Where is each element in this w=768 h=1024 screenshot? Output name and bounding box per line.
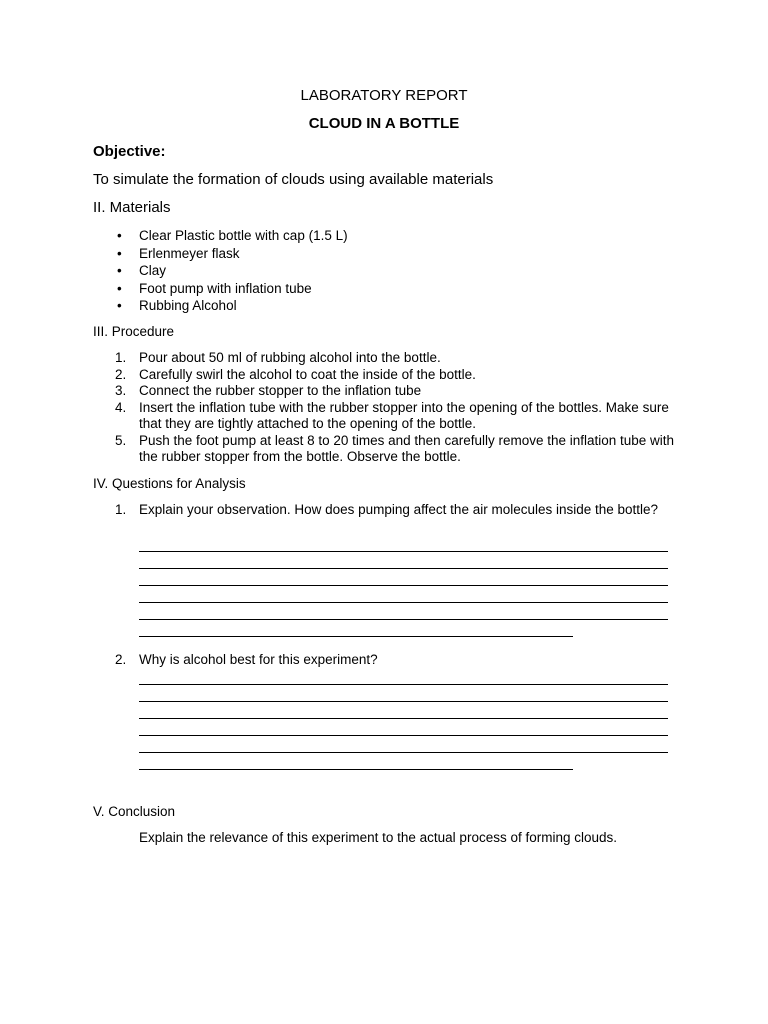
- answer-line[interactable]: [139, 685, 668, 702]
- bullet-icon: •: [117, 245, 122, 261]
- step-number: 4.: [115, 399, 127, 415]
- step-text: Carefully swirl the alcohol to coat the inside of the bottle.: [139, 366, 476, 382]
- step-number: 3.: [115, 383, 127, 398]
- procedure-step: [93, 433, 683, 466]
- material-item: Clay: [139, 263, 167, 278]
- step-number: 5.: [115, 432, 127, 448]
- answer-area-2[interactable]: [139, 668, 668, 770]
- bullet-icon: •: [117, 263, 122, 278]
- answer-line[interactable]: [139, 586, 668, 603]
- step-text: Pour about 50 ml of rubbing alcohol into the bottle.: [139, 350, 441, 365]
- question-number: 2.: [115, 652, 127, 667]
- answer-line[interactable]: [139, 753, 573, 770]
- conclusion-heading: V. Conclusion: [93, 804, 176, 819]
- answer-line[interactable]: [139, 620, 573, 637]
- step-number: 1.: [115, 350, 127, 365]
- procedure-step: [93, 367, 683, 384]
- materials-heading: II. Materials: [93, 199, 171, 216]
- report-title: LABORATORY REPORT: [300, 87, 468, 104]
- conclusion-text: Explain the relevance of this experiment to the actual process of forming clouds.: [139, 830, 618, 845]
- question-text: Explain your observation. How does pumping affect the air molecules inside the bottle?: [139, 502, 659, 517]
- objective-label: Objective:: [93, 143, 166, 160]
- procedure-list: [93, 350, 683, 466]
- answer-line[interactable]: [139, 702, 668, 719]
- materials-list: [93, 227, 348, 315]
- questions-heading: IV. Questions for Analysis: [93, 476, 246, 491]
- step-number: 2.: [115, 366, 127, 382]
- objective-text: To simulate the formation of clouds using available materials: [93, 171, 494, 188]
- report-subtitle: CLOUD IN A BOTTLE: [308, 115, 460, 132]
- bullet-icon: •: [117, 280, 122, 296]
- answer-line[interactable]: [139, 603, 668, 620]
- material-item: Foot pump with inflation tube: [139, 280, 312, 296]
- list-item: [93, 262, 348, 280]
- bullet-icon: •: [117, 298, 122, 313]
- question-text: Why is alcohol best for this experiment?: [139, 652, 378, 667]
- list-item: [93, 280, 348, 298]
- procedure-step: [93, 400, 683, 433]
- answer-line[interactable]: [139, 719, 668, 736]
- bullet-icon: •: [117, 228, 122, 243]
- answer-line[interactable]: [139, 668, 668, 685]
- procedure-step: [93, 383, 683, 400]
- answer-line[interactable]: [139, 552, 668, 569]
- step-text: Connect the rubber stopper to the inflation tube: [139, 383, 422, 398]
- list-item: [93, 297, 348, 315]
- procedure-heading: III. Procedure: [93, 324, 175, 339]
- list-item: [93, 227, 348, 245]
- answer-line[interactable]: [139, 569, 668, 586]
- step-text: Push the foot pump at least 8 to 20 times and then carefully remove the inflation tube with the rubber stopper from the bottle. Observe the bottle.: [139, 432, 675, 464]
- step-text: Insert the inflation tube with the rubber stopper into the opening of the bottles. Make sure that they are tightly attached to the opening of the bottle.: [139, 399, 669, 431]
- material-item: Rubbing Alcohol: [139, 298, 237, 313]
- question-2: [93, 652, 683, 669]
- question-1: [93, 502, 683, 519]
- list-item: [93, 245, 348, 263]
- material-item: Clear Plastic bottle with cap (1.5 L): [139, 228, 348, 243]
- answer-area-1[interactable]: [139, 535, 668, 637]
- question-number: 1.: [115, 502, 127, 517]
- answer-line[interactable]: [139, 535, 668, 552]
- material-item: Erlenmeyer flask: [139, 245, 240, 261]
- answer-line[interactable]: [139, 736, 668, 753]
- procedure-step: [93, 350, 683, 367]
